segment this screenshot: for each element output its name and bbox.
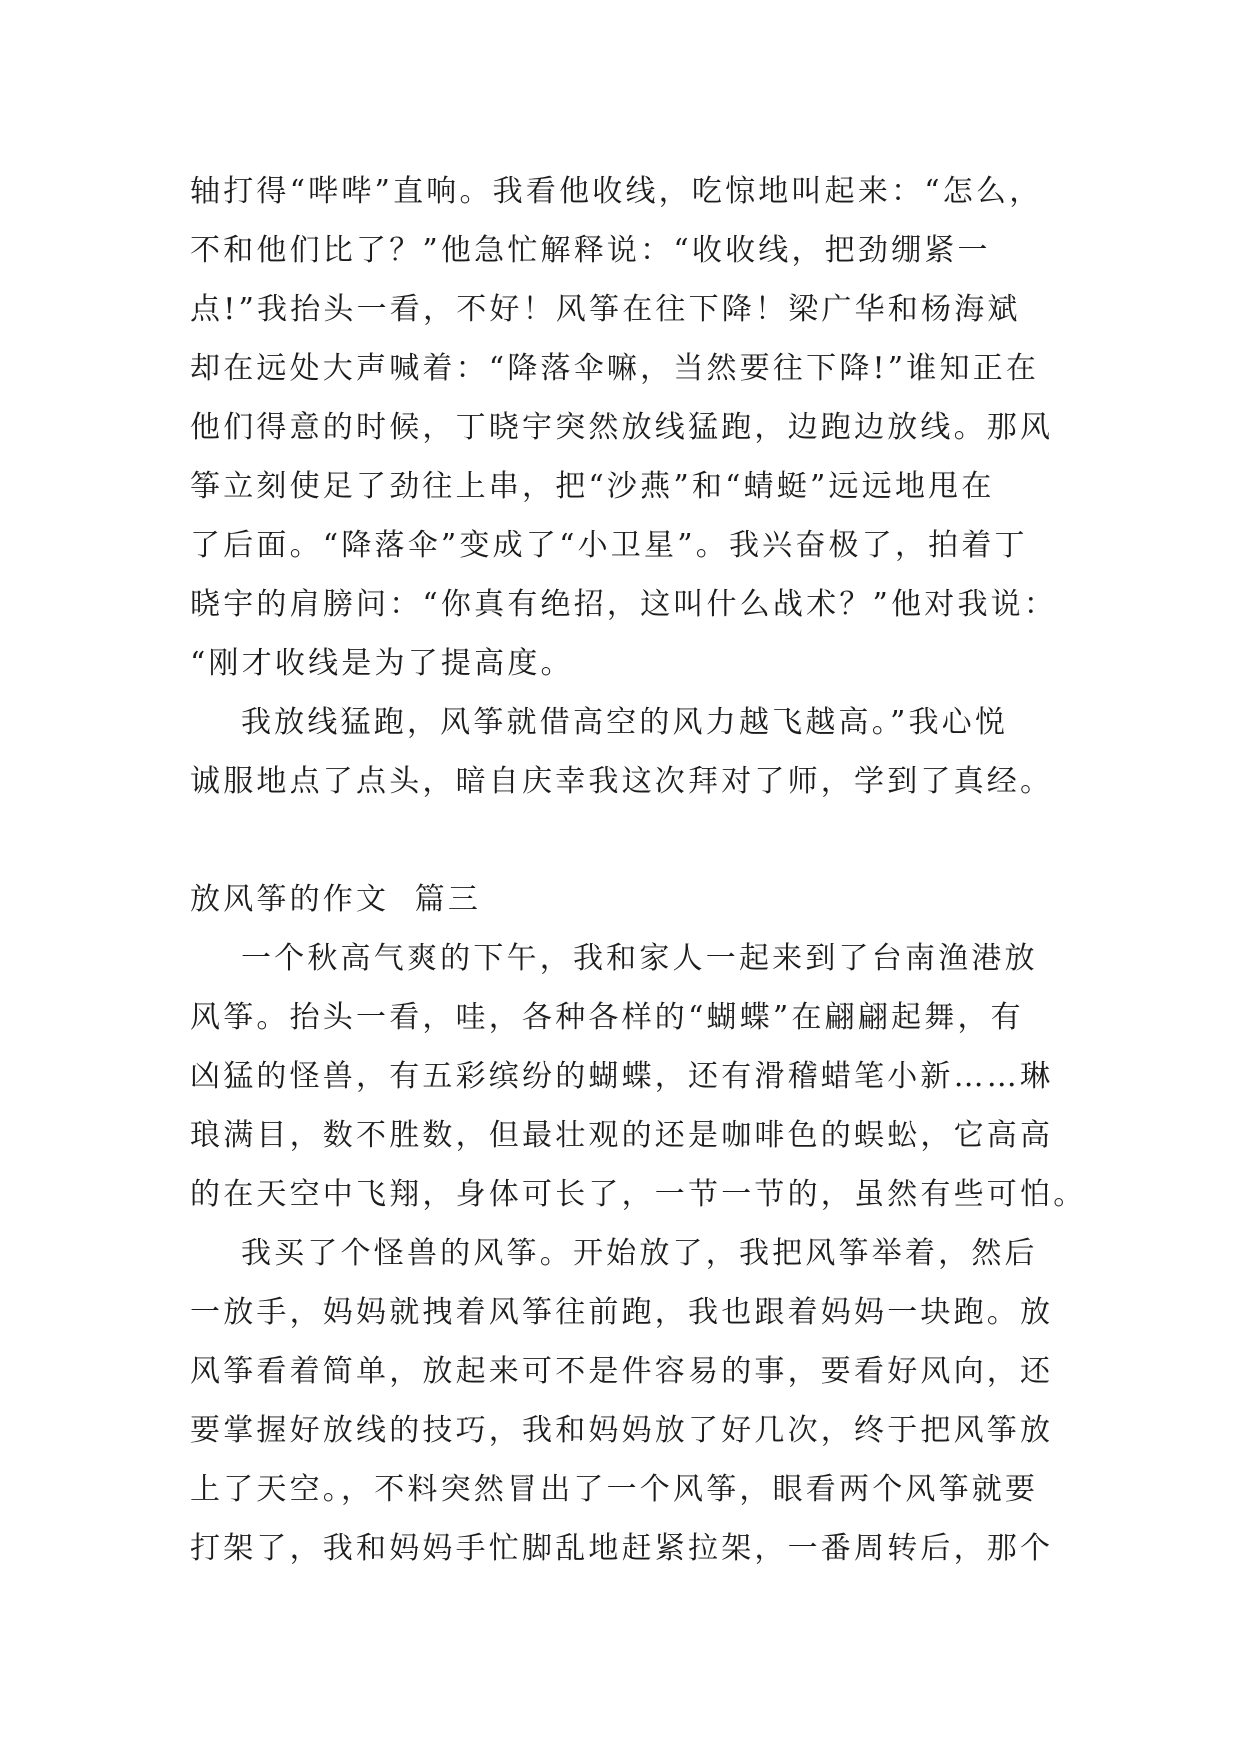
text-line: 他们得意的时候，丁晓宇突然放线猛跑，边跑边放线。那风	[190, 410, 1054, 445]
section-heading: 放风筝的作文 篇三	[190, 882, 482, 917]
text-line: 晓宇的肩膀问：“你真有绝招，这叫什么战术？”他对我说：	[190, 587, 1058, 622]
text-line: 诚服地点了点头，暗自庆幸我这次拜对了师，学到了真经。	[190, 764, 1054, 799]
text-line: 的在天空中飞翔，身体可长了，一节一节的，虽然有些可怕。	[190, 1177, 1087, 1212]
text-line: 不和他们比了？”他急忙解释说：“收收线，把劲绷紧一	[190, 233, 991, 268]
text-line: 一个秋高气爽的下午，我和家人一起来到了台南渔港放	[190, 941, 1038, 976]
text-line: 要掌握好放线的技巧，我和妈妈放了好几次，终于把风筝放	[190, 1413, 1054, 1448]
text-line: 我买了个怪兽的风筝。开始放了，我把风筝举着，然后	[190, 1236, 1038, 1271]
document-body	[190, 162, 1087, 1578]
text-line: 风筝。抬头一看，哇，各种各样的“蝴蝶”在翩翩起舞，有	[190, 1000, 1024, 1035]
section-spacer	[190, 811, 1070, 870]
text-line: 筝立刻使足了劲往上串，把“沙燕”和“蜻蜓”远远地甩在	[190, 469, 995, 504]
text-line: 轴打得“哔哔”直响。我看他收线，吃惊地叫起来：“怎么，	[190, 174, 1043, 209]
text-line: 打架了，我和妈妈手忙脚乱地赶紧拉架，一番周转后，那个	[190, 1531, 1054, 1566]
text-line: 我放线猛跑，风筝就借高空的风力越飞越高。”我心悦	[190, 705, 1009, 740]
text-line: 上了天空。，不料突然冒出了一个风筝，眼看两个风筝就要	[190, 1472, 1039, 1507]
text-line: “刚才收线是为了提高度。	[190, 646, 574, 681]
text-line: 却在远处大声喊着：“降落伞嘛，当然要往下降!”谁知正在	[190, 351, 1040, 386]
text-line: 点!”我抬头一看，不好！风筝在往下降！梁广华和杨海斌	[190, 292, 1021, 327]
text-line: 风筝看着简单，放起来可不是件容易的事，要看好风向，还	[190, 1354, 1054, 1389]
text-line: 了后面。“降落伞”变成了“小卫星”。我兴奋极了，拍着丁	[190, 528, 1028, 563]
text-line: 凶猛的怪兽，有五彩缤纷的蝴蝶，还有滑稽蜡笔小新……琳	[190, 1059, 1054, 1094]
text-line: 琅满目，数不胜数，但最壮观的还是咖啡色的蜈蚣，它高高	[190, 1118, 1054, 1153]
text-line: 一放手，妈妈就拽着风筝往前跑，我也跟着妈妈一块跑。放	[190, 1295, 1054, 1330]
